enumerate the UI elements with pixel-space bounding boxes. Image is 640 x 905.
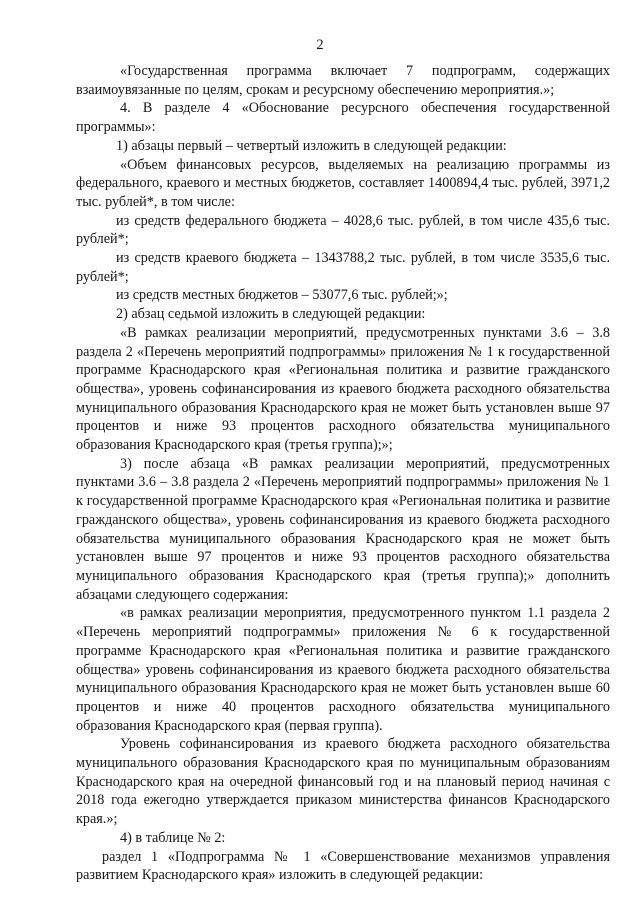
paragraph-item-4-section-4: 4. В разделе 4 «Обоснование ресурсного обеспечения государственной программы»: <box>76 100 610 136</box>
paragraph-regional-budget: из средств краевого бюджета – 1343788,2 тыс. рублей, в том числе 3535,6 тыс. рублей*; <box>76 250 610 285</box>
paragraph-funding-volume: «Объем финансовых ресурсов, выделяемых на реализацию программы из федерального, краевого и местных бюджетов, составляет 1400894,4 тыс. рублей, 3971,2 тыс. рублей*, в том числе: <box>76 156 610 210</box>
paragraph-subitem-2: 2) абзац седьмой изложить в следующей редакции: <box>116 306 426 323</box>
paragraph-subitem-3: 3) после абзаца «В рамках реализации мероприятий, предусмотренных пунктами 3.6 – 3.8 раздела 2 «Перечень мероприятий подпрограммы» приложения № 1 к государственной программе Краснодарского края «Региональная политика и развитие гражданского общества», уровень софинансирования из краевого бюджета расходного обязательства муниципального образования Краснодарского края не может быть установлен выше 97 процентов и ниже 93 процентов расходного обязательства муниципального образования Краснодарского края (третья группа);» дополнить абзацами следующего содержания: <box>76 455 610 603</box>
paragraph-federal-budget: из средств федерального бюджета – 4028,6 тыс. рублей, в том числе 435,6 тыс. рублей*; <box>76 212 610 248</box>
paragraph-subitem-1: 1) абзацы первый – четвертый изложить в следующей редакции: <box>116 137 507 154</box>
page-number: 2 <box>316 37 324 53</box>
paragraph-cofinancing-first-group: «в рамках реализации мероприятия, предусмотренного пунктом 1.1 раздела 2 «Перечень мероприятий подпрограммы» приложения № 6 к государственной программе Краснодарского края «Региональная политика и развитие гражданского общества» уровень софинансирования из краевого бюджета расходного обязательства муниципального образования Краснодарского края не может быть установлен выше 60 процентов и ниже 40 процентов расходного обязательства муниципального образования Краснодарского края (первая группа). <box>76 605 610 734</box>
document-body <box>76 62 610 885</box>
paragraph-section-1-subprogram-1: раздел 1 «Подпрограмма № 1 «Совершенствование механизмов управления развитием Краснодарского края» изложить в следующей редакции: <box>76 848 610 884</box>
paragraph-cofinancing-third-group: «В рамках реализации мероприятий, предусмотренных пунктами 3.6 – 3.8 раздела 2 «Перечень мероприятий подпрограммы» приложения № 1 к государственной программе Краснодарского края «Региональная политика и развитие гражданского общества», уровень софинансирования из краевого бюджета расходного обязательства муниципального образования Краснодарского края не может быть установлен выше 97 процентов и ниже 93 процентов расходного обязательства муниципального образования Краснодарского края (третья группа);»; <box>76 324 610 454</box>
paragraph-cofinancing-level-approval: Уровень софинансирования из краевого бюджета расходного обязательства муниципального образования Краснодарского края по муниципальным образованиям Краснодарского края на очередной финансовый год и на плановый период начиная с 2018 года ежегодно утверждается приказом министерства финансов Краснодарского края.»; <box>76 736 610 828</box>
paragraph-subitem-4: 4) в таблице № 2: <box>120 829 226 846</box>
paragraph-program-composition: «Государственная программа включает 7 подпрограмм, содержащих взаимоувязанные по целям, срокам и ресурсному обеспечению мероприятия.»; <box>76 63 610 98</box>
paragraph-local-budgets: из средств местных бюджетов – 53077,6 тыс. рублей;»; <box>116 287 448 304</box>
